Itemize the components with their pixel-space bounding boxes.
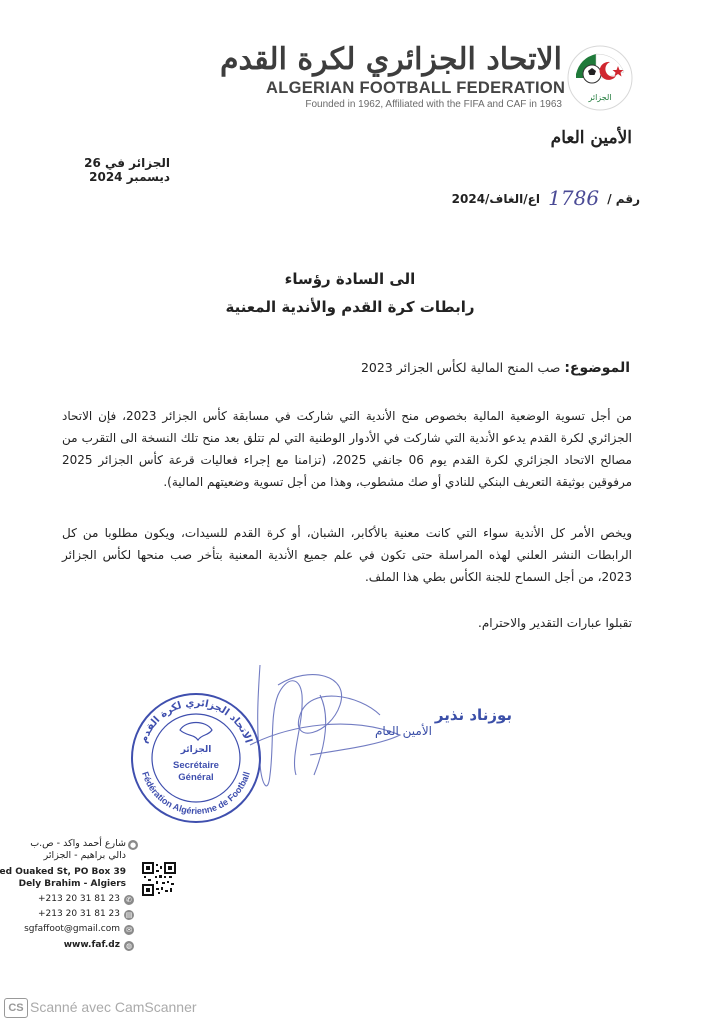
federation-founded-line: Founded in 1962, Affiliated with the FIFA and CAF in 1963	[305, 99, 562, 110]
date-line: الجزائر في 26 ديسمبر 2024	[84, 156, 170, 184]
footer-email: sgfaffoot@gmail.com	[24, 924, 120, 934]
reference-number: 1786	[548, 186, 600, 210]
footer-address-fr-1: ed Ouaked St, PO Box 39	[0, 867, 126, 877]
footer-phone-2: +213 20 31 81 23	[38, 909, 120, 919]
stamp-ring-arabic: الاتحاد الجزائري لكرة القدم	[138, 697, 254, 745]
body-paragraph-1: من أجل تسوية الوضعية المالية بخصوص منح الأندية التي شاركت في مسابقة كأس الجزائر 2023، فإن الاتحاد الجزائري لكرة القدم يدعو الأندية التي شاركت في الأدوار الوطنية التي لم تتلق بعد منح تلك النسخة الى التقرب من مصالح الاتحاد الجزائري لكرة القدم يوم 06 جانفي 2025، (تزامنا مع إجراء فعاليات قرعة كأس الجزائر 2025 مرفوقين بوثيقة التعريف البنكي للنادي أو صك مشطوب، وهذا من أجل تسوية وضعيتهم المالية).	[62, 409, 632, 489]
camscanner-watermark-text: Scanné avec CamScanner	[30, 999, 197, 1015]
footer-address-ar-1: شارع أحمد واكد - ص.ب	[30, 838, 126, 849]
addressee-line-1: الى السادة رؤساء	[284, 270, 416, 288]
closing-line: تقبلوا عبارات التقدير والاحترام.	[478, 616, 632, 630]
footer-website: www.faf.dz	[63, 940, 120, 950]
footer-address-ar-2: دالي براهيم - الجزائر	[43, 850, 126, 861]
signatory-name: بوزناد نذير	[434, 706, 512, 724]
body-paragraph-2: ويخص الأمر كل الأندية سواء التي كانت معنية بالأكابر، الشبان، أو كرة القدم للسيدات، ويكون مطلوبا من كل الرابطات النشر العلني لهذه المراسلة حتى تكون في علم جميع الأندية المعنية بتأخر صب منحها لكأس الجزائر 2023، من أجل السماح للجنة الكأس بطي هذا الملف.	[62, 526, 632, 584]
location-icon: ●	[129, 841, 137, 849]
faf-logo	[566, 44, 634, 112]
federation-name-arabic: الاتحاد الجزائري لكرة القدم	[219, 42, 562, 77]
federation-name-english: ALGERIAN FOOTBALL FEDERATION	[266, 79, 566, 97]
fax-icon: ▤	[125, 911, 133, 919]
addressee-line-2: رابطات كرة القدم والأندية المعنية	[225, 298, 475, 316]
stamp-center-arabic: الجزائر	[180, 745, 212, 755]
footer-address-fr-2: Dely Brahim - Algiers	[18, 879, 126, 889]
reference-prefix: رقم /	[607, 192, 640, 206]
reference-line	[440, 184, 640, 210]
footer-contact-block	[0, 838, 137, 958]
email-icon: ✉	[124, 925, 134, 935]
logo-text: الجزائر	[588, 93, 612, 102]
official-stamp	[128, 690, 264, 826]
camscanner-logo: CS	[4, 998, 28, 1018]
subject-label: الموضوع:	[564, 360, 630, 376]
footer-phone-1: +213 20 31 81 23	[38, 894, 120, 904]
qr-code	[142, 862, 176, 896]
globe-icon: ◍	[125, 942, 133, 950]
stamp-center-line-2: Général	[178, 772, 214, 783]
reference-suffix: اع/الغاف/2024	[451, 192, 540, 206]
subject-text: صب المنح المالية لكأس الجزائر 2023	[360, 360, 561, 375]
phone-icon: ✆	[124, 895, 134, 905]
office-title: الأمين العام	[550, 128, 632, 148]
subject-line	[290, 360, 630, 376]
stamp-center-line-1: Secrétaire	[173, 760, 219, 771]
signatory-role: الأمين العام	[374, 724, 432, 738]
stamp-ring-french: Fédération Algérienne de Football	[140, 770, 252, 817]
